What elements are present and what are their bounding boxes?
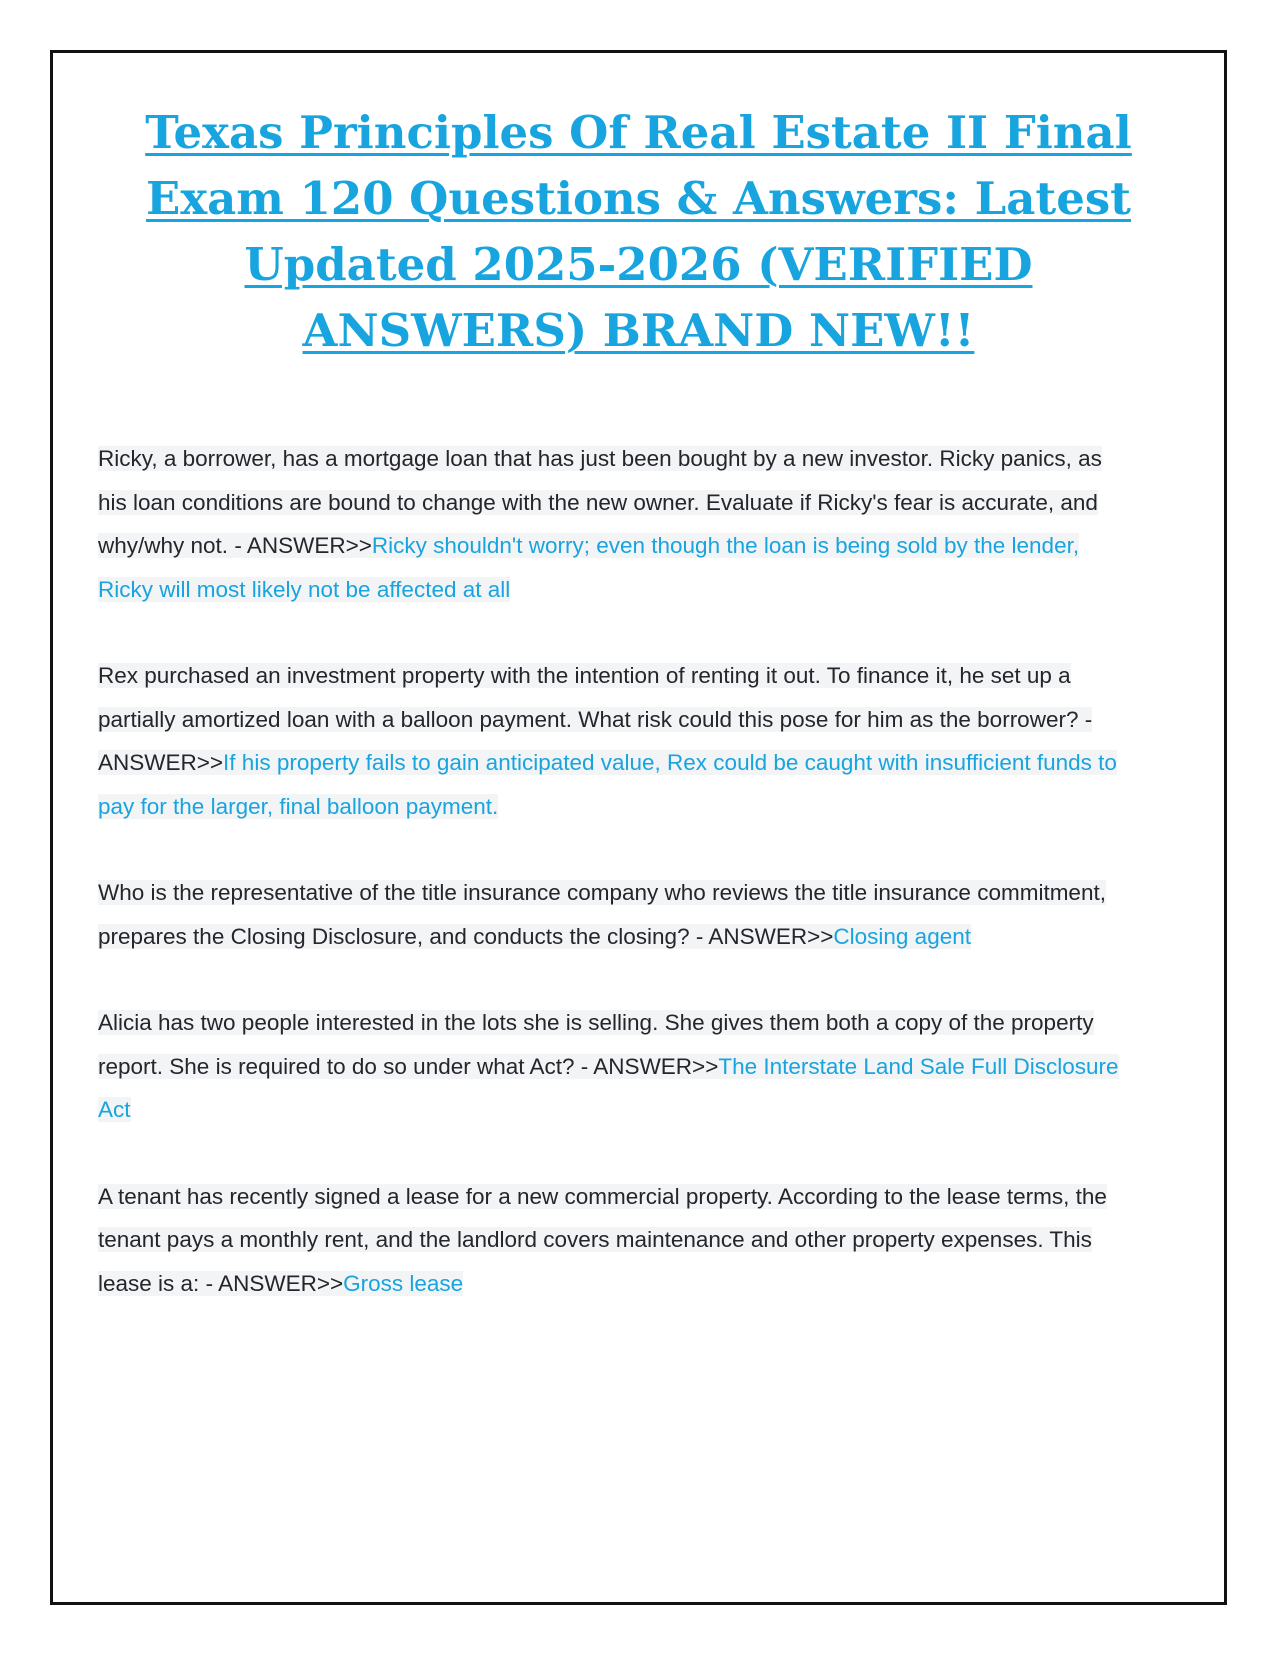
- question-text: Ricky, a borrower, has a mortgage loan that has just been bought by a new investor. Ricky panics, as his loan conditions are bound to change with the new owner. Evaluate if Ricky's fear is accurate, and why/why not.: [98, 446, 1102, 558]
- document-title: Texas Principles Of Real Estate II Final Exam 120 Questions & Answers: Latest Updated 2025-2026 (VERIFIED ANSWERS) BRAND NEW!!: [145, 106, 1132, 357]
- answer-text: Closing agent: [833, 923, 971, 949]
- question-text: A tenant has recently signed a lease for a new commercial property. According to the lease terms, the tenant pays a monthly rent, and the landlord covers maintenance and other property expenses. This lease is a:: [98, 1183, 1107, 1296]
- question-text: Who is the representative of the title insurance company who reviews the title insurance commitment, prepares the Closing Disclosure, and conducts the closing?: [98, 880, 1106, 949]
- question-text: Rex purchased an investment property with the intention of renting it out. To finance it, he set up a partially amortized loan with a balloon payment. What risk could this pose for him as the borrower?: [98, 663, 1079, 732]
- qa-item: [98, 437, 1128, 611]
- answer-text: If his property fails to gain anticipated value, Rex could be caught with insufficient funds to pay for the larger, final balloon payment.: [98, 750, 1117, 819]
- answer-text: The Interstate Land Sale Full Disclosure Act: [98, 1053, 1119, 1122]
- answer-text: Ricky shouldn't worry; even though the loan is being sold by the lender, Ricky will most likely not be affected at all: [98, 533, 1080, 602]
- qa-item: [98, 871, 1128, 958]
- qa-item: [98, 1175, 1128, 1306]
- question-text: Alicia has two people interested in the lots she is selling. She gives them both a copy of the property report. She is required to do so under what Act?: [98, 1010, 1094, 1079]
- answer-prefix: - ANSWER>>: [689, 923, 834, 949]
- answer-prefix: - ANSWER>>: [574, 1053, 719, 1079]
- answer-prefix: - ANSWER>>: [228, 533, 372, 558]
- answer-text: Gross lease: [343, 1270, 464, 1296]
- qa-item: [98, 654, 1128, 828]
- qa-item: [98, 1001, 1128, 1132]
- qa-list: [98, 437, 1128, 1348]
- answer-prefix: - ANSWER>>: [98, 706, 1093, 775]
- answer-prefix: - ANSWER>>: [199, 1270, 344, 1296]
